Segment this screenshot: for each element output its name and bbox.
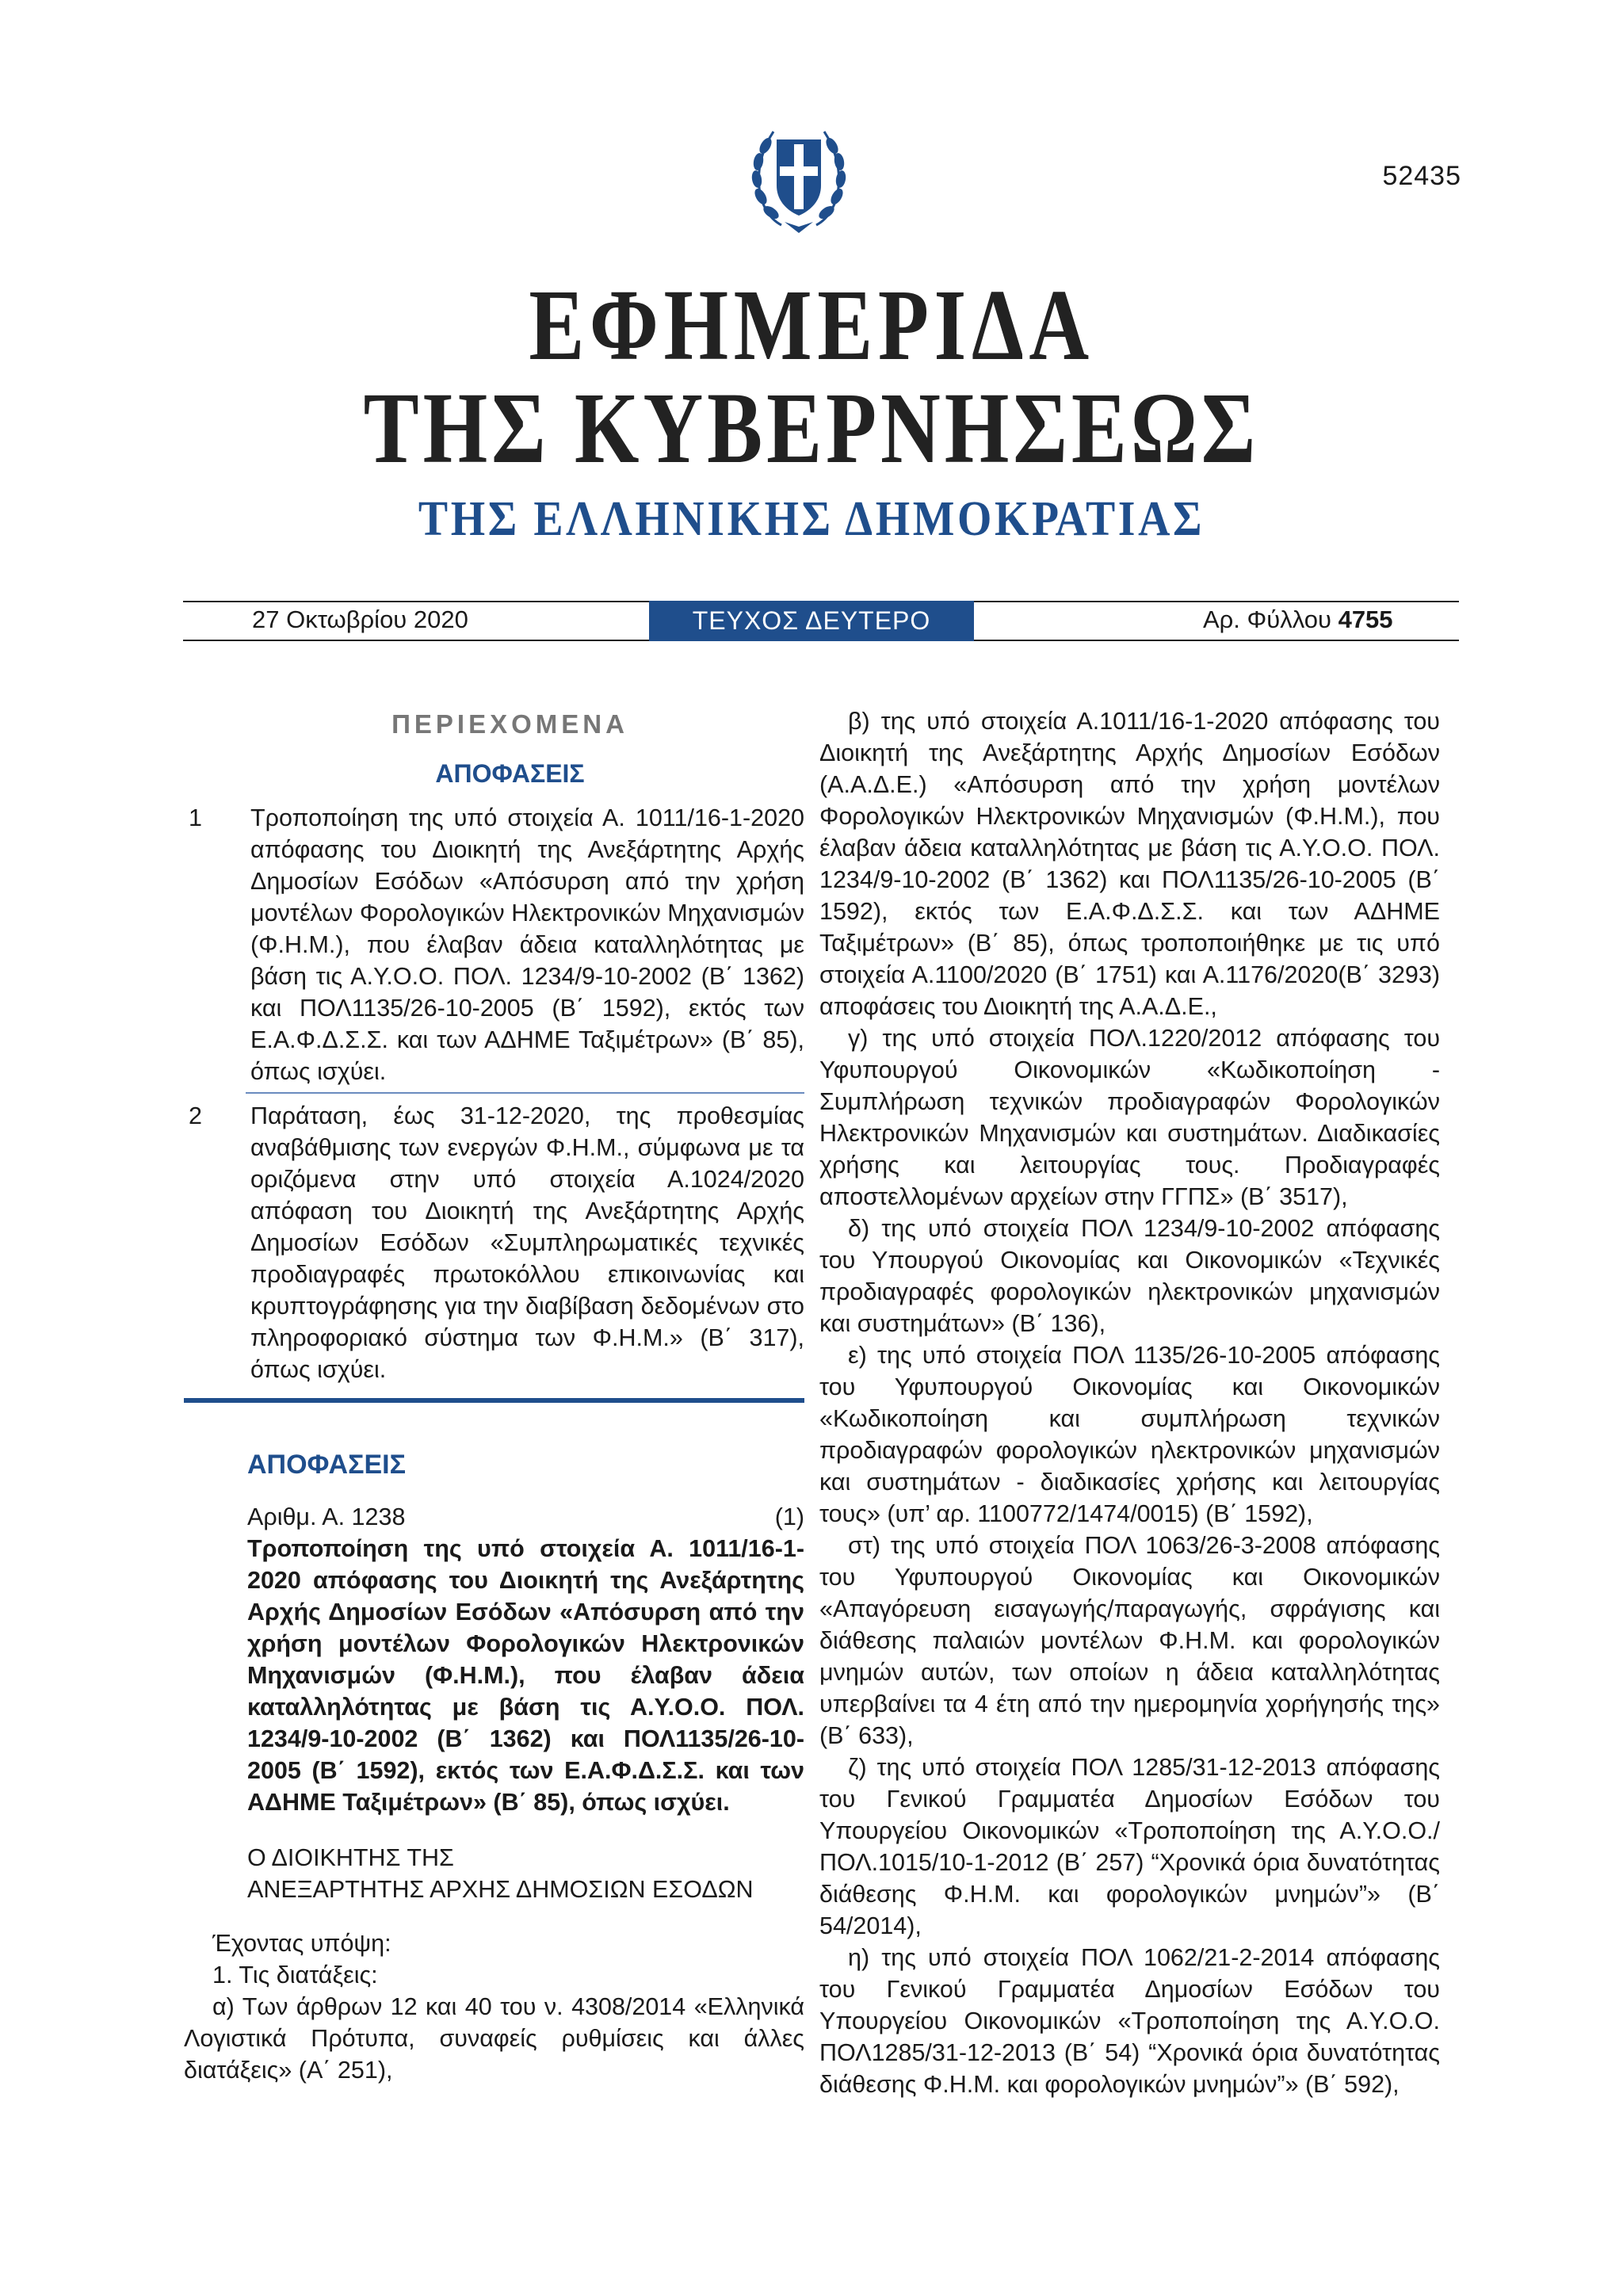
gazette-title-line1: ΕΦΗΜΕΡΙΔΑ — [529, 269, 1094, 381]
contents-item-text: Παράταση, έως 31-12-2020, της προθεσμίας αναβάθμισης των ενεργών Φ.Η.Μ., σύμφωνα με τα οριζόμενα στην υπό στοιχεία Α.1024/2020 απόφαση του Διοικητή της Ανεξάρτητης Αρχής Δημοσίων Εσόδων «Συμπληρωματικές τεχνικές προδιαγραφές πρωτοκόλλου επικοινωνίας και κρυπτογράφησης για την διαβίβαση δεδομένων στο πληροφοριακό σύστημα των Φ.Η.Μ.» (Β΄ 317), όπως ισχύει. — [250, 1102, 804, 1383]
issue-series-badge: ΤΕΥΧΟΣ ΔΕΥΤΕΡΟ — [649, 601, 974, 641]
sheet-number-label: Αρ. Φύλλου — [1203, 606, 1331, 633]
contents-heading: ΠΕΡΙΕΧΟΜΕΝΑ — [391, 709, 628, 739]
contents-item-number: 2 — [189, 1102, 202, 1129]
paragraph-h: η) της υπό στοιχεία ΠΟΛ 1062/21-2-2014 απόφασης του Γενικού Γραμματέα Δημοσίων Εσόδων του Υπουργείου Οικονομικών «Τροποποίηση της Α.Υ.Ο.Ο. ΠΟΛ1285/31-12-2013 (Β΄ 54) “Χρονικά όρια δυνατότητας διάθεσης Φ.Η.Μ. και φορολογικών μνημών”» (Β΄ 592), — [819, 1944, 1440, 2098]
decisions-heading: ΑΠΟΦΑΣΕΙΣ — [247, 1450, 407, 1480]
gazette-title-line2: ΤΗΣ ΚΥΒΕΡΝΗΣΕΩΣ — [363, 372, 1260, 484]
paragraph-e: ε) της υπό στοιχεία ΠΟΛ 1135/26-10-2005 απόφασης του Υφυπουργού Οικονομίας και Οικονομικών «Κωδικοποίηση και συμπλήρωση τεχνικών προδιαγραφών φορολογικών ηλεκτρονικών μηχανισμών και συστημάτων - διαδικασίες χρήσης και λειτουργίας τους» (υπ’ αρ. 1100772/1474/0015) (Β΄ 1592), — [819, 1342, 1440, 1527]
paragraph-st: στ) της υπό στοιχεία ΠΟΛ 1063/26-3-2008 απόφασης του Υφυπουργού Οικονομίας και Οικονομικών «Απαγόρευση εισαγωγής/παραγωγής, σφράγισης και διάθεσης παλαιών μοντέλων Φ.Η.Μ. και φορολογικών μνημών αυτών, των οποίων η άδεια καταλληλότητας υπερβαίνει τα 4 έτη από την ημερομηνία χορήγησής της» (Β΄ 633), — [819, 1532, 1440, 1749]
paragraph-b: β) της υπό στοιχεία Α.1011/16-1-2020 απόφασης του Διοικητή της Ανεξάρτητης Αρχής Δημοσίων Εσόδων (Α.Α.Δ.Ε.) «Απόσυρση από την χρήση μοντέλων Φορολογικών Ηλεκτρονικών Μηχανισμών (Φ.Η.Μ.), που έλαβαν άδεια καταλληλότητας με βάση τις Α.Υ.Ο.Ο. ΠΟΛ. 1234/9-10-2002 (Β΄ 1362) και ΠΟΛ1135/26-10-2005 (Β΄ 1592), εκτός των Ε.Α.Φ.Δ.Σ.Σ. και των ΑΔΗΜΕ Ταξιμέτρων» (Β΄ 85), όπως τροποποιήθηκε με τις υπό στοιχεία Α.1100/2020 (Β΄ 1751) και Α.1176/2020(Β΄ 3293) αποφάσεις του Διοικητή της Α.Α.Δ.Ε., — [819, 708, 1440, 1020]
paragraph-c: γ) της υπό στοιχεία ΠΟΛ.1220/2012 απόφασης του Υφυπουργού Οικονομικών «Κωδικοποίηση - Συμπλήρωση τεχνικών προδιαγραφών Φορολογικών Ηλεκτρονικών Μηχανισμών και συστημάτων. Διαδικασίες χρήσης και λειτουργίας τους. Προδιαγραφές αποστελλομένων αρχείων στην ΓΓΠΣ» (Β΄ 3517), — [819, 1025, 1440, 1210]
contents-subheading: ΑΠΟΦΑΣΕΙΣ — [435, 759, 585, 788]
gazette-subtitle: ΤΗΣ ΕΛΛΗΝΙΚΗΣ ΔΗΜΟΚΡΑΤΙΑΣ — [418, 492, 1205, 546]
page-number: 52435 — [1382, 161, 1461, 191]
contents-item-text: Τροποποίηση της υπό στοιχεία Α. 1011/16-1-2020 απόφασης του Διοικητή της Ανεξάρτητης Αρχής Δημοσίων Εσόδων «Απόσυρση από την χρήση μοντέλων Φορολογικών Ηλεκτρονικών Μηχανισμών (Φ.Η.Μ.), που έλαβαν άδεια καταλληλότητας με βάση τις Α.Υ.Ο.Ο. ΠΟΛ. 1234/9-10-2002 (Β΄ 1362) και ΠΟΛ1135/26-10-2005 (Β΄ 1592), εκτός των Ε.Α.Φ.Δ.Σ.Σ. και των ΑΔΗΜΕ Ταξιμέτρων» (Β΄ 85), όπως ισχύει. — [250, 804, 804, 1085]
contents-end-rule — [184, 1398, 804, 1403]
issue-date: 27 Οκτωβρίου 2020 — [252, 606, 468, 633]
contents-item — [184, 802, 804, 1087]
right-column — [819, 705, 1440, 2100]
paragraph-a: α) Των άρθρων 12 και 40 του ν. 4308/2014 «Ελληνικά Λογιστικά Πρότυπα, συναφείς ρυθμίσεις και άλλες διατάξεις» (Α΄ 251), — [184, 1993, 804, 2084]
considering-line: Έχοντας υπόψη: — [212, 1930, 391, 1957]
issuing-authority — [247, 1842, 804, 1905]
sheet-number — [1203, 606, 1393, 634]
paragraph-d: δ) της υπό στοιχεία ΠΟΛ 1234/9-10-2002 απόφασης του Υπουργού Οικονομίας και Οικονομικών «Τεχνικές προδιαγραφές φορολογικών ηλεκτρονικών μηχανισμών και συστημάτων» (Β΄ 136), — [819, 1215, 1440, 1337]
sheet-number-value: 4755 — [1338, 606, 1393, 633]
contents-item — [184, 1100, 804, 1385]
contents-separator — [246, 1092, 804, 1094]
paragraph-z: ζ) της υπό στοιχεία ΠΟΛ 1285/31-12-2013 απόφασης του Γενικού Γραμματέα Δημοσίων Εσόδων του Υπουργείου Οικονομικών «Τροποποίηση της Α.Υ.Ο.Ο./ ΠΟΛ.1015/10-1-2012 (Β΄ 257) “Χρονικά όρια δυνατότητας διάθεσης Φ.Η.Μ. και φορολογικών μνημών”» (Β΄ 54/2014), — [819, 1754, 1440, 1939]
decision-title: Τροποποίηση της υπό στοιχεία Α. 1011/16-1-2020 απόφασης του Διοικητή της Ανεξάρτητης Αρχής Δημοσίων Εσόδων «Απόσυρση από την χρήση μοντέλων Φορολογικών Ηλεκτρονικών Μηχανισμών (Φ.Η.Μ.), που έλαβαν άδεια καταλληλότητας με βάση τις Α.Υ.Ο.Ο. ΠΟΛ. 1234/9-10-2002 (Β΄ 1362) και ΠΟΛ1135/26-10-2005 (Β΄ 1592), εκτός των Ε.Α.Φ.Δ.Σ.Σ. και των ΑΔΗΜΕ Ταξιμέτρων» (Β΄ 85), όπως ισχύει. — [247, 1535, 804, 1816]
contents-item-number: 1 — [189, 804, 202, 831]
greek-emblem-icon — [750, 117, 848, 236]
decision-sequence: (1) — [774, 1503, 804, 1530]
authority-line1: Ο ΔΙΟΙΚΗΤΗΣ ΤΗΣ — [247, 1844, 454, 1871]
decision-number: Αριθμ. Α. 1238 — [247, 1503, 406, 1530]
provisions-line: 1. Τις διατάξεις: — [212, 1962, 378, 1988]
left-column — [184, 705, 804, 2086]
authority-line2: ΑΝΕΞΑΡΤΗΤΗΣ ΑΡΧΗΣ ΔΗΜΟΣΙΩΝ ΕΣΟΔΩΝ — [247, 1876, 754, 1903]
decision-number-row — [247, 1501, 804, 1533]
